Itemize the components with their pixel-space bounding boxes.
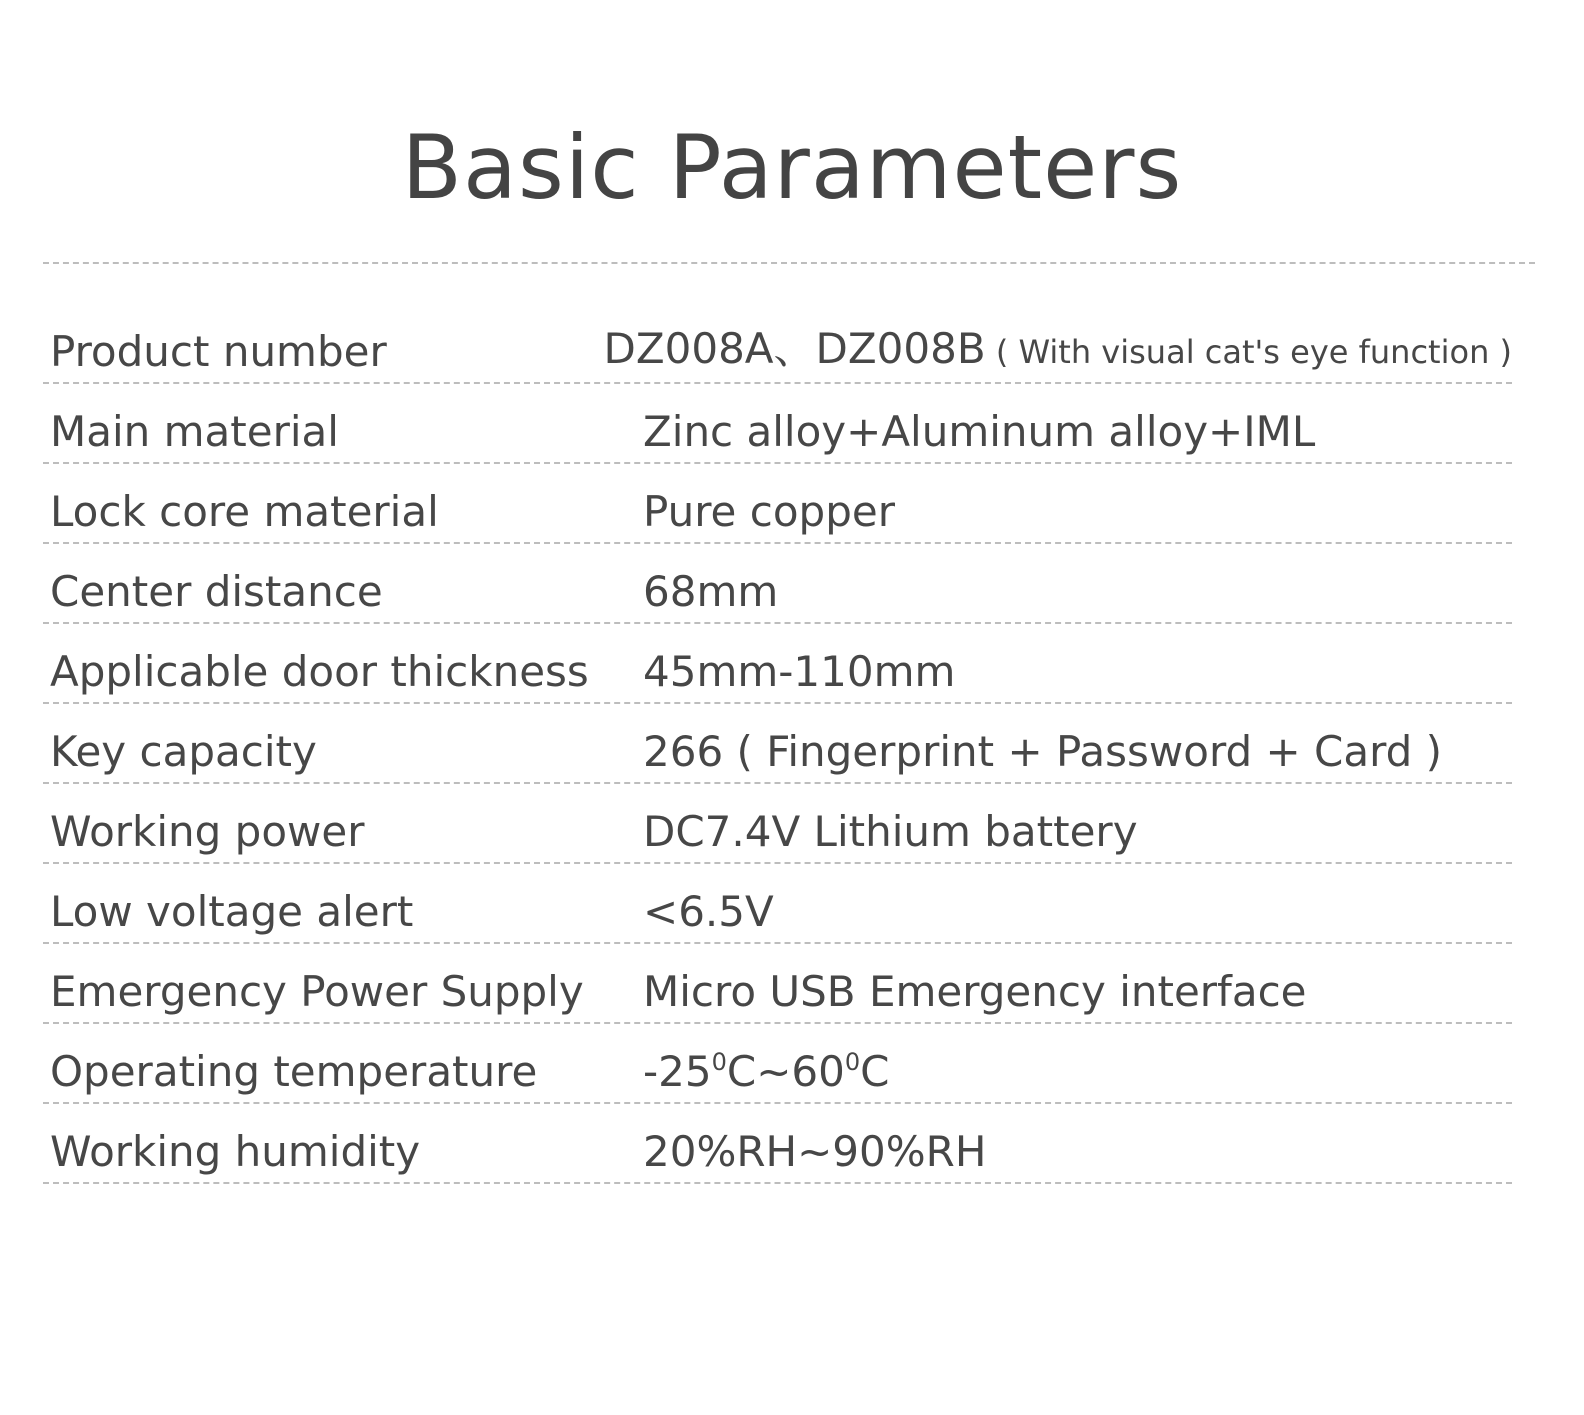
spec-row <box>43 1104 1512 1184</box>
title-divider <box>43 262 1535 264</box>
spec-value-text: DZ008A、DZ008B <box>603 324 986 373</box>
spec-row <box>43 384 1512 464</box>
spec-label: Applicable door thickness <box>50 647 589 696</box>
spec-row <box>43 1024 1512 1104</box>
spec-label: Center distance <box>50 567 383 616</box>
spec-row <box>43 704 1512 784</box>
page-title: Basic Parameters <box>401 116 1183 219</box>
spec-value: Micro USB Emergency interface <box>643 967 1307 1016</box>
spec-row <box>43 864 1512 944</box>
spec-value: Pure copper <box>643 487 895 536</box>
spec-label: Key capacity <box>50 727 317 776</box>
spec-row <box>43 784 1512 864</box>
temp-unit: C <box>860 1047 890 1096</box>
spec-table <box>43 304 1512 1184</box>
spec-value: <6.5V <box>643 887 774 936</box>
spec-value: 68mm <box>643 567 779 616</box>
spec-value: DC7.4V Lithium battery <box>643 807 1138 856</box>
spec-row <box>43 624 1512 704</box>
spec-value: 266 ( Fingerprint + Password + Card ) <box>643 727 1443 776</box>
spec-row <box>43 944 1512 1024</box>
spec-label: Working power <box>50 807 365 856</box>
spec-value-note: ( With visual cat's eye function ) <box>985 333 1512 371</box>
spec-value: 45mm-110mm <box>643 647 956 696</box>
spec-label: Operating temperature <box>50 1047 538 1096</box>
spec-value <box>604 319 1512 382</box>
spec-label: Low voltage alert <box>50 887 414 936</box>
degree-mark: 0 <box>844 1048 861 1076</box>
spec-value: 20%RH~90%RH <box>643 1127 987 1176</box>
spec-value: Zinc alloy+Aluminum alloy+IML <box>643 407 1316 456</box>
spec-row <box>43 544 1512 624</box>
spec-label: Main material <box>50 407 339 456</box>
temp-range-text: C~60 <box>726 1047 845 1096</box>
temp-min-value: -25 <box>643 1047 712 1096</box>
degree-mark: 0 <box>711 1048 727 1076</box>
spec-label: Emergency Power Supply <box>50 967 584 1016</box>
spec-label: Working humidity <box>50 1127 421 1176</box>
spec-row <box>43 464 1512 544</box>
spec-value <box>643 1042 889 1102</box>
spec-label: Product number <box>50 327 387 376</box>
spec-label: Lock core material <box>50 487 439 536</box>
spec-row <box>43 304 1512 384</box>
